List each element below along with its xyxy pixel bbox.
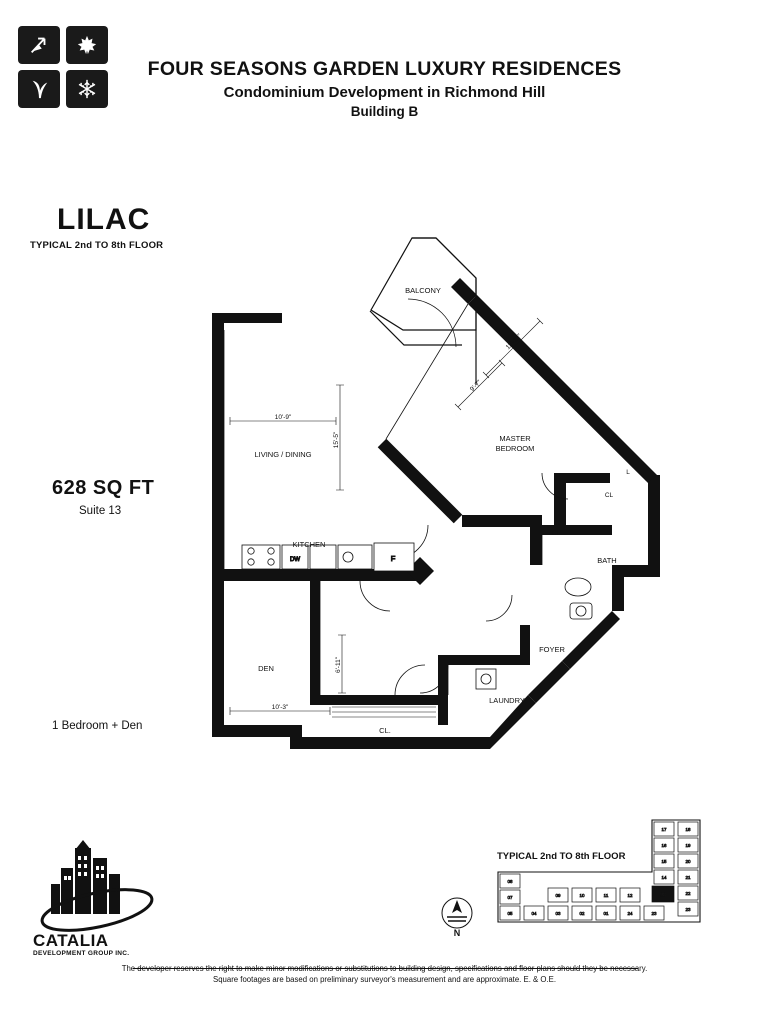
dim-den-width: 10'-3"	[271, 704, 289, 711]
keyplan-title: TYPICAL 2nd TO 8th FLOOR	[497, 851, 626, 862]
fridge-label: F	[390, 554, 396, 563]
svg-text:05: 05	[507, 911, 513, 916]
svg-text:09: 09	[555, 893, 561, 898]
svg-text:22: 22	[685, 891, 691, 896]
footer-line-1: The developer reserves the right to make minor modifications or substitutions to building design, specifications and floor plans should they be necessary.	[121, 964, 648, 973]
svg-text:11: 11	[603, 893, 609, 898]
svg-text:18: 18	[685, 827, 691, 832]
svg-text:20: 20	[685, 859, 691, 864]
svg-text:23: 23	[651, 911, 657, 916]
balcony-outline	[370, 238, 476, 385]
svg-text:15: 15	[661, 859, 667, 864]
interior-thin-lines	[224, 304, 542, 695]
brand-name: CATALIA	[33, 931, 109, 950]
svg-text:08: 08	[507, 879, 513, 884]
dim-living-width: 10'-9"	[274, 414, 292, 421]
room-label-living-dining: LIVING / DINING	[254, 450, 312, 459]
svg-text:07: 07	[507, 895, 513, 900]
room-label-master-bedroom-1: MASTER	[499, 434, 531, 443]
svg-text:01: 01	[603, 911, 609, 916]
keyplan-highlighted-unit: 13	[660, 892, 666, 897]
bath-fixtures	[565, 578, 592, 619]
svg-text:04: 04	[531, 911, 537, 916]
suite-area: 628 SQ FT	[52, 477, 155, 499]
svg-text:17: 17	[661, 827, 667, 832]
closet-hatch	[332, 707, 436, 717]
suite-floors: TYPICAL 2nd TO 8th FLOOR	[30, 240, 164, 251]
suite-type: 1 Bedroom + Den	[52, 720, 143, 732]
title-block	[0, 58, 769, 119]
compass-label: N	[453, 928, 461, 938]
room-label-closet-main: CL.	[379, 726, 391, 735]
suite-name: LILAC	[57, 203, 151, 236]
floorplan-drawing	[190, 225, 720, 765]
svg-text:02: 02	[579, 911, 585, 916]
room-label-closet-2: CL	[551, 530, 561, 537]
page-subtitle: Condominium Development in Richmond Hill	[223, 84, 546, 101]
room-label-master-bedroom-2: BEDROOM	[495, 444, 535, 453]
svg-text:24: 24	[627, 911, 633, 916]
dim-bedroom-depth: 9'-7"	[468, 378, 483, 393]
dishwasher-label: DW	[290, 557, 300, 563]
suite-walls	[212, 278, 660, 749]
room-label-laundry: LAUNDRY	[489, 696, 525, 705]
building-label: Building B	[350, 104, 419, 119]
room-label-closet-1: CL	[604, 492, 614, 499]
suite-number: Suite 13	[79, 505, 122, 517]
dim-den-depth: 6'-11"	[335, 656, 342, 674]
room-label-den: DEN	[258, 664, 274, 673]
svg-text:23: 23	[685, 907, 691, 912]
footer-disclaimer	[0, 963, 769, 986]
keyplan-diagram	[492, 818, 732, 938]
room-label-foyer: FOYER	[539, 645, 565, 654]
svg-text:12: 12	[627, 893, 633, 898]
brand-tagline: DEVELOPMENT GROUP INC.	[33, 950, 130, 957]
svg-text:21: 21	[685, 875, 691, 880]
laundry-fixtures	[476, 669, 496, 689]
svg-text:14: 14	[661, 875, 667, 880]
room-label-linen: L	[626, 469, 630, 476]
dim-bedroom-width: 11'-11"	[504, 332, 524, 352]
svg-text:10: 10	[579, 893, 585, 898]
room-label-kitchen: KITCHEN	[292, 540, 326, 549]
room-label-balcony: BALCONY	[405, 286, 441, 295]
page-title: FOUR SEASONS GARDEN LUXURY RESIDENCES	[147, 58, 622, 80]
svg-text:16: 16	[661, 843, 667, 848]
svg-text:03: 03	[555, 911, 561, 916]
footer-line-2: Square footages are based on preliminary surveyor's measurement and are approximate. E. & O.E.	[213, 975, 556, 985]
room-label-bath: BATH	[597, 556, 617, 565]
dim-living-depth: 15'-5"	[333, 431, 340, 449]
kitchen-fixtures	[242, 543, 414, 571]
svg-text:19: 19	[685, 843, 691, 848]
